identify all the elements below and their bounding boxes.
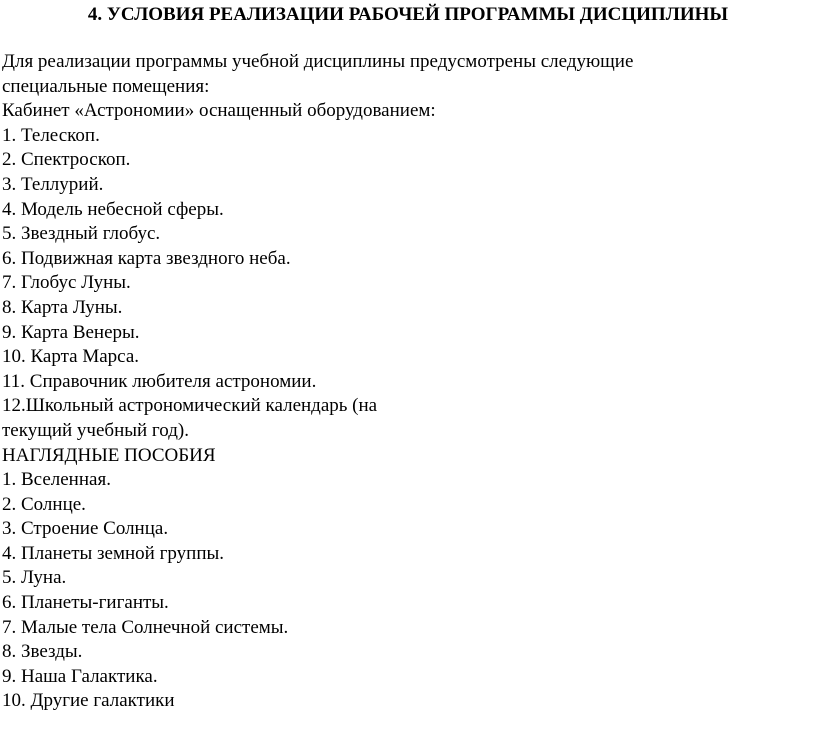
visual-aid-item: 1. Вселенная. [2,469,111,491]
visual-aid-item: 3. Строение Солнца. [2,518,169,540]
visual-aid-item: 4. Планеты земной группы. [2,542,224,564]
equipment-item: 2. Спектроскоп. [2,149,131,171]
visual-aid-item: 9. Наша Галактика. [2,665,158,687]
equipment-item: 1. Телескоп. [2,124,100,146]
visual-aids-list [2,468,802,714]
equipment-item: 8. Карта Луны. [2,296,123,318]
visual-aid-item: 6. Планеты-гиганты. [2,592,169,614]
equipment-item: 7. Глобус Луны. [2,272,131,294]
visual-aid-item: 8. Звезды. [2,641,83,663]
equipment-item: 3. Теллурий. [2,173,104,195]
document-body [2,50,802,714]
intro-text-line: специальные помещения: [2,75,210,97]
equipment-item: 11. Справочник любителя астрономии. [2,370,317,392]
equipment-item: 10. Карта Марса. [2,346,139,368]
equipment-item: текущий учебный год). [2,419,189,441]
section-heading: 4. УСЛОВИЯ РЕАЛИЗАЦИИ РАБОЧЕЙ ПРОГРАММЫ ДИСЦИПЛИНЫ [87,4,729,25]
equipment-item: 6. Подвижная карта звездного неба. [2,247,291,269]
visual-aid-item: 2. Солнце. [2,493,86,515]
equipment-list [2,124,802,444]
cabinet-description: Кабинет «Астрономии» оснащенный оборудованием: [2,100,436,122]
visual-aid-item: 10. Другие галактики [2,690,175,712]
visual-aids-heading: НАГЛЯДНЫЕ ПОСОБИЯ [2,444,216,466]
equipment-item: 5. Звездный глобус. [2,223,161,245]
equipment-item: 4. Модель небесной сферы. [2,198,224,220]
visual-aid-item: 7. Малые тела Солнечной системы. [2,616,289,638]
equipment-item: 9. Карта Венеры. [2,321,140,343]
equipment-item: 12.Школьный астрономический календарь (на [2,395,378,417]
visual-aid-item: 5. Луна. [2,567,67,589]
intro-text-line: Для реализации программы учебной дисциплины предусмотрены следующие [2,51,634,72]
